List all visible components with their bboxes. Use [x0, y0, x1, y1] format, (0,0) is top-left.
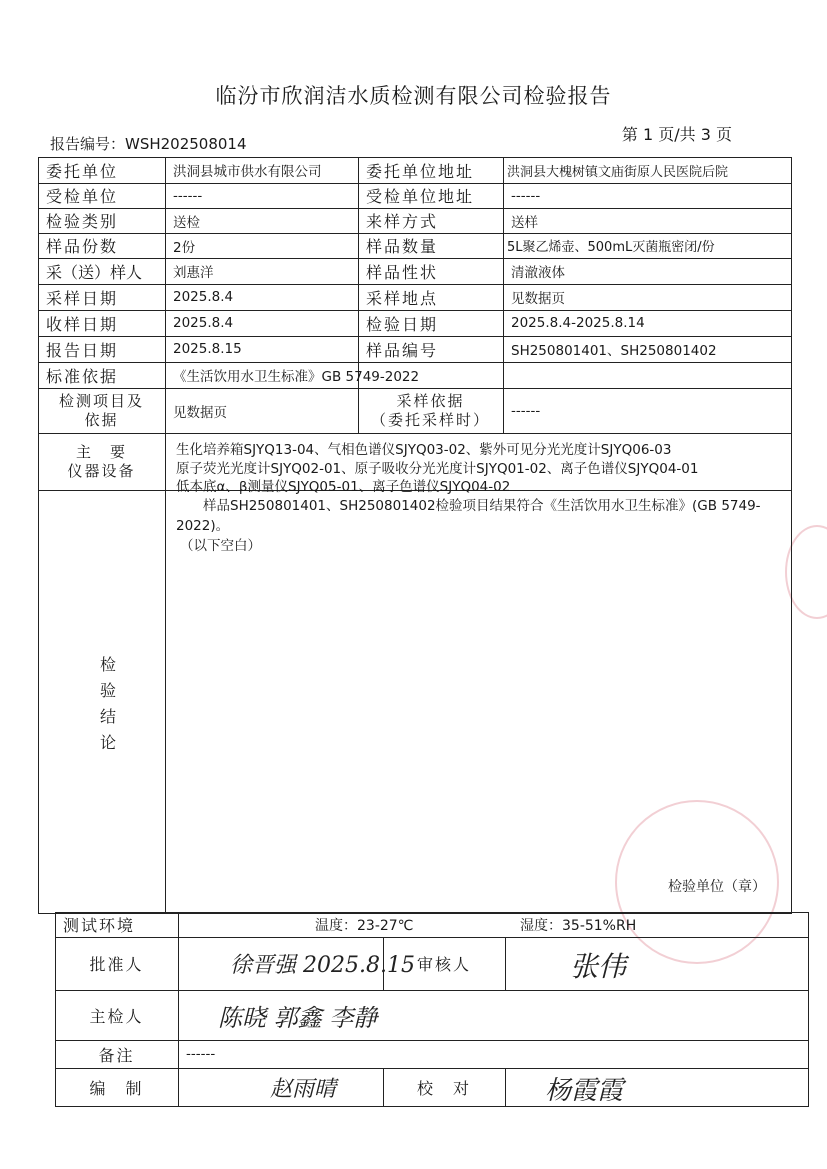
instruments-label-line2: 仪器设备 [67, 461, 136, 480]
instruments-list [176, 441, 698, 497]
quantity-value: 5L聚乙烯壶、500mL灭菌瓶密闭/份 [507, 240, 715, 255]
instruments-label [38, 433, 165, 490]
inspected-unit-label: 受检单位 [46, 187, 119, 206]
report-date-label: 报告日期 [46, 340, 119, 360]
sampling-method-value: 送样 [511, 214, 538, 231]
remark-value: ------ [186, 1046, 216, 1062]
sampling-basis-value: ------ [511, 402, 541, 419]
report-title: 临汾市欣润洁水质检测有限公司检验报告 [215, 84, 612, 108]
sampling-basis-label-line1: 采样依据 [396, 391, 465, 410]
test-items-label [38, 388, 165, 433]
conclusion-label: 检 验 结 论 [99, 655, 116, 752]
sample-date-label: 采样日期 [46, 288, 119, 308]
instrument-line: 原子荧光光度计SJYQ02-01、原子吸收分光光度计SJYQ01-02、离子色谱仪SJYQ04-01 [176, 460, 699, 477]
reviewer-signature: 张伟 [570, 950, 627, 983]
inspector-label: 主检人 [89, 1006, 144, 1026]
test-date-value: 2025.8.4-2025.8.14 [511, 315, 645, 331]
remark-label: 备注 [98, 1045, 135, 1065]
sampling-method-label: 来样方式 [366, 212, 439, 231]
location-label: 采样地点 [366, 288, 439, 308]
copies-label: 样品份数 [46, 237, 119, 256]
sample-number-label: 样品编号 [366, 340, 439, 360]
seal-label: 检验单位（章） [668, 879, 766, 895]
compiler-label: 编 制 [89, 1079, 144, 1098]
conclusion-text [176, 496, 796, 556]
inspector-signature: 陈晓 郭鑫 李静 [218, 1004, 378, 1032]
test-items-label-line2: 依据 [84, 410, 119, 429]
client-label: 委托单位 [46, 161, 119, 181]
compiler-signature: 赵雨晴 [270, 1077, 337, 1102]
humidity-value: 湿度：35-51%RH [520, 917, 637, 934]
proofreader-signature: 杨霞霞 [545, 1076, 624, 1106]
instruments-label-line1: 主 要 [75, 442, 127, 461]
standard-value: 《生活饮用水卫生标准》GB 5749-2022 [173, 369, 420, 385]
conclusion-statement: 样品SH250801401、SH250801402检验项目结果符合《生活饮用水卫生标准》(GB 5749-2022)。 [176, 498, 761, 534]
client-address-value: 洪洞县大槐树镇文庙街原人民医院后院 [507, 164, 729, 180]
sender-value: 刘惠洋 [173, 265, 214, 281]
client-value: 洪洞县城市供水有限公司 [173, 164, 322, 180]
inspected-address-label: 受检单位地址 [366, 187, 475, 206]
sampling-basis-label-line2: （委托采样时） [370, 410, 490, 429]
reviewer-label: 审核人 [416, 955, 471, 974]
quantity-label: 样品数量 [366, 237, 439, 256]
approver-signature: 徐晋强 2025.8.15 [230, 953, 415, 978]
character-value: 清澈液体 [511, 265, 565, 281]
sender-label: 采（送）样人 [46, 262, 143, 282]
report-number: 报告编号：WSH202508014 [50, 135, 247, 153]
blank-below-note: （以下空白） [180, 538, 261, 554]
page-info: 第 1 页/共 3 页 [621, 125, 732, 144]
report-date-value: 2025.8.15 [173, 341, 242, 357]
instrument-line: 生化培养箱SJYQ13-04、气相色谱仪SJYQ03-02、紫外可见分光光度计SJYQ06-03 [176, 442, 672, 458]
environment-label: 测试环境 [63, 916, 136, 935]
standard-label: 标准依据 [46, 366, 119, 386]
copies-value: 2份 [173, 239, 196, 256]
category-value: 送检 [173, 214, 200, 231]
category-label: 检验类别 [46, 212, 119, 231]
inspected-unit-value: ------ [173, 187, 203, 204]
sample-number-value: SH250801401、SH250801402 [511, 343, 717, 359]
client-address-label: 委托单位地址 [366, 161, 475, 181]
receive-date-value: 2025.8.4 [173, 315, 234, 331]
proofreader-label: 校 对 [416, 1079, 471, 1098]
test-items-label-line1: 检测项目及 [58, 391, 144, 410]
approver-label: 批准人 [89, 955, 144, 974]
location-value: 见数据页 [511, 291, 565, 307]
temperature-value: 温度：23-27℃ [315, 917, 414, 934]
instrument-line: 低本底α、β测量仪SJYQ05-01、离子色谱仪SJYQ04-02 [176, 479, 511, 495]
receive-date-label: 收样日期 [46, 314, 119, 334]
test-date-label: 检验日期 [366, 314, 439, 334]
inspected-address-value: ------ [511, 187, 541, 204]
sample-date-value: 2025.8.4 [173, 289, 234, 305]
character-label: 样品性状 [366, 262, 439, 282]
test-items-value: 见数据页 [173, 404, 227, 421]
sampling-basis-label [358, 388, 503, 433]
